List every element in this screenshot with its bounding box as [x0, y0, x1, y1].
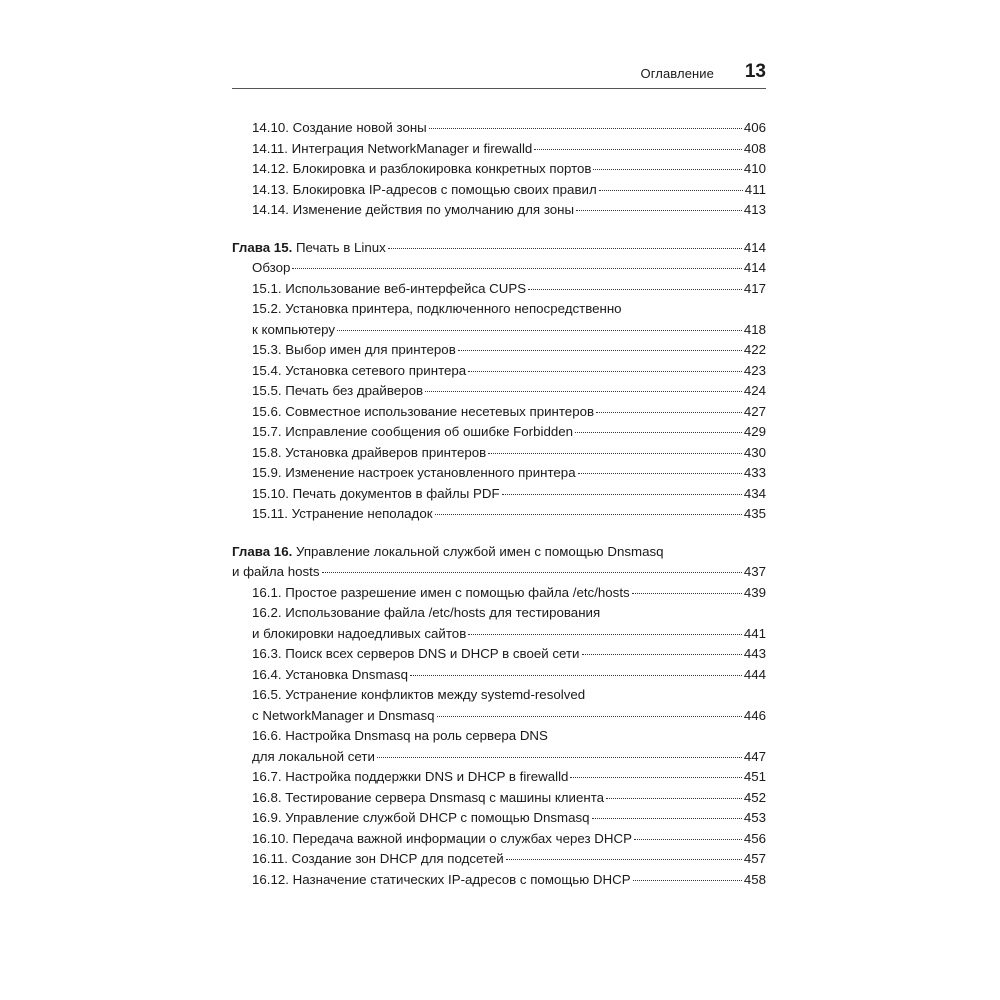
toc-entry-title	[252, 279, 526, 300]
toc-entry	[232, 463, 766, 484]
toc-line	[252, 422, 766, 443]
toc-entry-title	[252, 200, 574, 221]
toc-line	[252, 829, 766, 850]
toc-title-text: 16.2. Использование файла /etc/hosts для тестирования	[252, 605, 601, 620]
chapter-label: Глава 15.	[232, 239, 293, 255]
toc-page-number: 457	[743, 851, 766, 866]
toc-line	[232, 238, 766, 259]
toc-title-text: 14.13. Блокировка IP-адресов с помощью своих правил	[252, 181, 597, 197]
dot-leader	[425, 391, 742, 392]
dot-leader	[599, 190, 743, 191]
toc-entry	[232, 139, 766, 160]
toc-page-number: 427	[743, 403, 766, 419]
toc-title-text: 16.9. Управление службой DHCP с помощью Dnsmasq	[252, 810, 590, 825]
toc-page-number: 417	[743, 280, 766, 296]
toc-line	[232, 542, 766, 563]
toc-entry	[232, 200, 766, 221]
running-header	[232, 62, 766, 89]
dot-leader	[458, 350, 742, 351]
toc-entry-title	[252, 788, 604, 809]
dot-leader	[593, 169, 741, 170]
dot-leader	[488, 453, 742, 454]
toc-line	[252, 685, 766, 706]
toc-title-continuation: для локальной сети	[252, 748, 375, 764]
toc-line	[232, 562, 766, 583]
toc-entry-title	[252, 484, 500, 505]
toc-entry-title	[252, 402, 594, 423]
dot-leader	[606, 798, 742, 799]
toc-page-number: 408	[743, 140, 766, 156]
toc-line	[252, 603, 766, 624]
toc-entry-title	[252, 340, 456, 361]
toc-page-number: 434	[743, 485, 766, 501]
toc-title-text: 15.1. Использование веб-интерфейса CUPS	[252, 280, 527, 296]
toc-title-text: 16.1. Простое разрешение имен с помощью файла /etc/hosts	[252, 584, 630, 600]
dot-leader	[468, 371, 742, 372]
toc-entry	[232, 118, 766, 139]
toc-entry-title	[252, 870, 631, 891]
toc-entry-title	[252, 443, 486, 464]
toc-title-text: 15.3. Выбор имен для принтеров	[252, 342, 456, 357]
toc-title-text: 15.4. Установка сетевого принтера	[252, 362, 467, 378]
toc-entry	[232, 829, 766, 850]
toc-entry	[232, 443, 766, 464]
toc-page-number: 439	[743, 584, 766, 600]
toc-line	[252, 361, 766, 382]
toc-line	[252, 463, 766, 484]
toc-page-number: 424	[743, 383, 766, 398]
toc-title-text: Управление локальной службой имен с помощью Dnsmasq	[292, 543, 664, 559]
toc-entry	[232, 808, 766, 829]
toc-page-number: 447	[743, 748, 766, 764]
toc-entry-title	[232, 542, 664, 563]
toc-title-text: 15.5. Печать без драйверов	[252, 383, 424, 398]
dot-leader	[468, 634, 742, 635]
toc-chapter-entry	[232, 542, 766, 583]
toc-line	[252, 180, 766, 201]
toc-line	[252, 870, 766, 891]
toc-line	[252, 665, 766, 686]
chapter-label: Глава 16.	[232, 543, 293, 559]
toc-title-text: 15.8. Установка драйверов принтеров	[252, 444, 487, 460]
toc-page-number: 458	[743, 871, 766, 887]
toc-title-text: 15.9. Изменение настроек установленного принтера	[252, 465, 576, 480]
toc-page-number: 446	[743, 707, 766, 723]
toc-entry-title	[252, 849, 504, 870]
dot-leader	[528, 289, 742, 290]
dot-leader	[292, 268, 741, 269]
toc-title-text: 16.7. Настройка поддержки DNS и DHCP в firewalld	[252, 769, 569, 784]
toc-page-number: 433	[743, 465, 766, 480]
dot-leader	[570, 777, 741, 778]
toc-title-text: 16.11. Создание зон DHCP для подсетей	[252, 851, 504, 866]
toc-line	[252, 139, 766, 160]
dot-leader	[582, 654, 742, 655]
toc-page-number: 430	[743, 444, 766, 460]
toc-line	[252, 706, 766, 727]
toc-page-number: 414	[743, 239, 766, 255]
toc-entry	[232, 159, 766, 180]
dot-leader	[437, 716, 742, 717]
dot-leader	[388, 248, 742, 249]
toc-entry	[232, 258, 766, 279]
dot-leader	[576, 210, 742, 211]
header-title: Оглавление	[640, 66, 714, 81]
toc-page-number: 435	[743, 506, 766, 521]
toc-entry	[232, 726, 766, 767]
toc-title-text: 14.14. Изменение действия по умолчанию для зоны	[252, 202, 575, 217]
toc-page-number: 453	[743, 810, 766, 825]
toc-line	[252, 849, 766, 870]
toc-entry-title	[252, 381, 423, 402]
table-of-contents	[232, 118, 766, 890]
toc-line	[252, 624, 766, 645]
toc-entry-title	[252, 504, 433, 525]
toc-entry	[232, 788, 766, 809]
toc-page-number: 443	[743, 646, 766, 661]
toc-entry-title	[252, 180, 597, 201]
toc-page-number: 444	[743, 666, 766, 682]
toc-entry-title	[252, 361, 466, 382]
toc-line	[252, 200, 766, 221]
toc-page-number: 423	[743, 362, 766, 378]
toc-entry-title	[252, 808, 590, 829]
toc-entry	[232, 603, 766, 644]
dot-leader	[575, 432, 742, 433]
toc-entry	[232, 484, 766, 505]
toc-entry-title	[252, 258, 290, 279]
toc-entry	[232, 767, 766, 788]
toc-entry-title	[252, 583, 630, 604]
toc-entry	[232, 422, 766, 443]
toc-entry-title	[252, 422, 573, 443]
toc-title-text: 14.12. Блокировка и разблокировка конкретных портов	[252, 161, 592, 176]
toc-title-text: 16.8. Тестирование сервера Dnsmasq с машины клиента	[252, 789, 605, 805]
toc-chapter-entry	[232, 238, 766, 259]
toc-entry-title	[252, 685, 585, 706]
toc-title-text: 15.7. Исправление сообщения об ошибке Forbidden	[252, 424, 574, 439]
dot-leader	[534, 149, 741, 150]
dot-leader	[632, 593, 742, 594]
toc-line	[252, 788, 766, 809]
toc-entry-title	[252, 726, 548, 747]
toc-page-number: 451	[743, 769, 766, 784]
dot-leader	[429, 128, 742, 129]
toc-title-continuation: с NetworkManager и Dnsmasq	[252, 707, 435, 723]
toc-line	[252, 340, 766, 361]
dot-leader	[596, 412, 742, 413]
toc-line	[252, 258, 766, 279]
toc-entry	[232, 583, 766, 604]
toc-entry-title	[252, 118, 427, 139]
toc-title-text: 15.6. Совместное использование несетевых принтеров	[252, 403, 595, 419]
toc-page-number: 413	[743, 202, 766, 217]
toc-entry	[232, 849, 766, 870]
toc-entry	[232, 870, 766, 891]
toc-line	[252, 320, 766, 341]
toc-title-text: 16.3. Поиск всех серверов DNS и DHCP в своей сети	[252, 646, 580, 661]
dot-leader	[410, 675, 742, 676]
toc-title-text: 15.11. Устранение неполадок	[252, 506, 433, 521]
toc-line	[252, 726, 766, 747]
toc-entry-title	[252, 463, 576, 484]
toc-entry	[232, 361, 766, 382]
dot-leader	[337, 330, 742, 331]
dot-leader	[502, 494, 742, 495]
dot-leader	[377, 757, 742, 758]
toc-title-text: 15.10. Печать документов в файлы PDF	[252, 485, 500, 501]
dot-leader	[592, 818, 742, 819]
dot-leader	[435, 514, 742, 515]
toc-entry-title	[252, 767, 568, 788]
toc-line	[252, 484, 766, 505]
toc-line	[252, 279, 766, 300]
toc-entry-title	[252, 829, 632, 850]
toc-entry	[232, 665, 766, 686]
toc-page-number: 422	[743, 342, 766, 357]
dot-leader	[322, 572, 742, 573]
page-number: 13	[744, 61, 766, 82]
toc-title-text: 16.10. Передача важной информации о службах через DHCP	[252, 830, 632, 846]
toc-page-number: 418	[743, 321, 766, 337]
toc-page-number: 456	[743, 830, 766, 846]
toc-title-text: Обзор	[252, 260, 291, 275]
toc-entry-title	[252, 299, 622, 320]
toc-line	[252, 402, 766, 423]
dot-leader	[506, 859, 742, 860]
toc-line	[252, 644, 766, 665]
toc-entry-title	[252, 603, 600, 624]
toc-title-continuation: и файла hosts	[232, 564, 320, 579]
toc-entry	[232, 402, 766, 423]
toc-line	[252, 504, 766, 525]
toc-line	[252, 443, 766, 464]
toc-page-number: 410	[743, 161, 766, 176]
toc-title-text: 14.10. Создание новой зоны	[252, 120, 427, 135]
toc-title-text: 16.6. Настройка Dnsmasq на роль сервера DNS	[252, 728, 548, 743]
toc-title-text: 16.5. Устранение конфликтов между systemd-resolved	[252, 687, 586, 702]
toc-line	[252, 381, 766, 402]
toc-title-text: 16.12. Назначение статических IP-адресов с помощью DHCP	[252, 871, 631, 887]
toc-line	[252, 118, 766, 139]
toc-entry	[232, 340, 766, 361]
toc-entry-title	[232, 238, 386, 259]
toc-entry	[232, 644, 766, 665]
dot-leader	[634, 839, 742, 840]
toc-entry	[232, 279, 766, 300]
toc-title-text: Печать в Linux	[292, 239, 386, 255]
toc-page-number: 437	[743, 564, 766, 579]
toc-entry	[232, 299, 766, 340]
toc-entry	[232, 504, 766, 525]
toc-line	[252, 159, 766, 180]
toc-entry-title	[252, 159, 591, 180]
toc-entry	[232, 180, 766, 201]
toc-page-number: 406	[743, 120, 766, 135]
toc-line	[252, 583, 766, 604]
dot-leader	[578, 473, 742, 474]
toc-line	[252, 767, 766, 788]
toc-line	[252, 808, 766, 829]
toc-entry-title	[252, 644, 580, 665]
toc-page-number: 429	[743, 424, 766, 439]
toc-title-text: 15.2. Установка принтера, подключенного непосредственно	[252, 301, 622, 316]
toc-entry-title	[252, 139, 532, 160]
toc-page-number: 452	[743, 789, 766, 805]
toc-line	[252, 299, 766, 320]
toc-page-number: 411	[744, 181, 766, 197]
toc-page-number: 414	[743, 260, 766, 275]
toc-title-text: 14.11. Интеграция NetworkManager и firewalld	[252, 140, 533, 156]
dot-leader	[633, 880, 742, 881]
toc-entry	[232, 381, 766, 402]
toc-page-number: 441	[743, 625, 766, 641]
toc-line	[252, 747, 766, 768]
toc-entry-title	[252, 665, 408, 686]
toc-title-text: 16.4. Установка Dnsmasq	[252, 666, 408, 682]
toc-title-continuation: и блокировки надоедливых сайтов	[252, 625, 467, 641]
toc-title-continuation: к компьютеру	[252, 321, 336, 337]
toc-entry	[232, 685, 766, 726]
